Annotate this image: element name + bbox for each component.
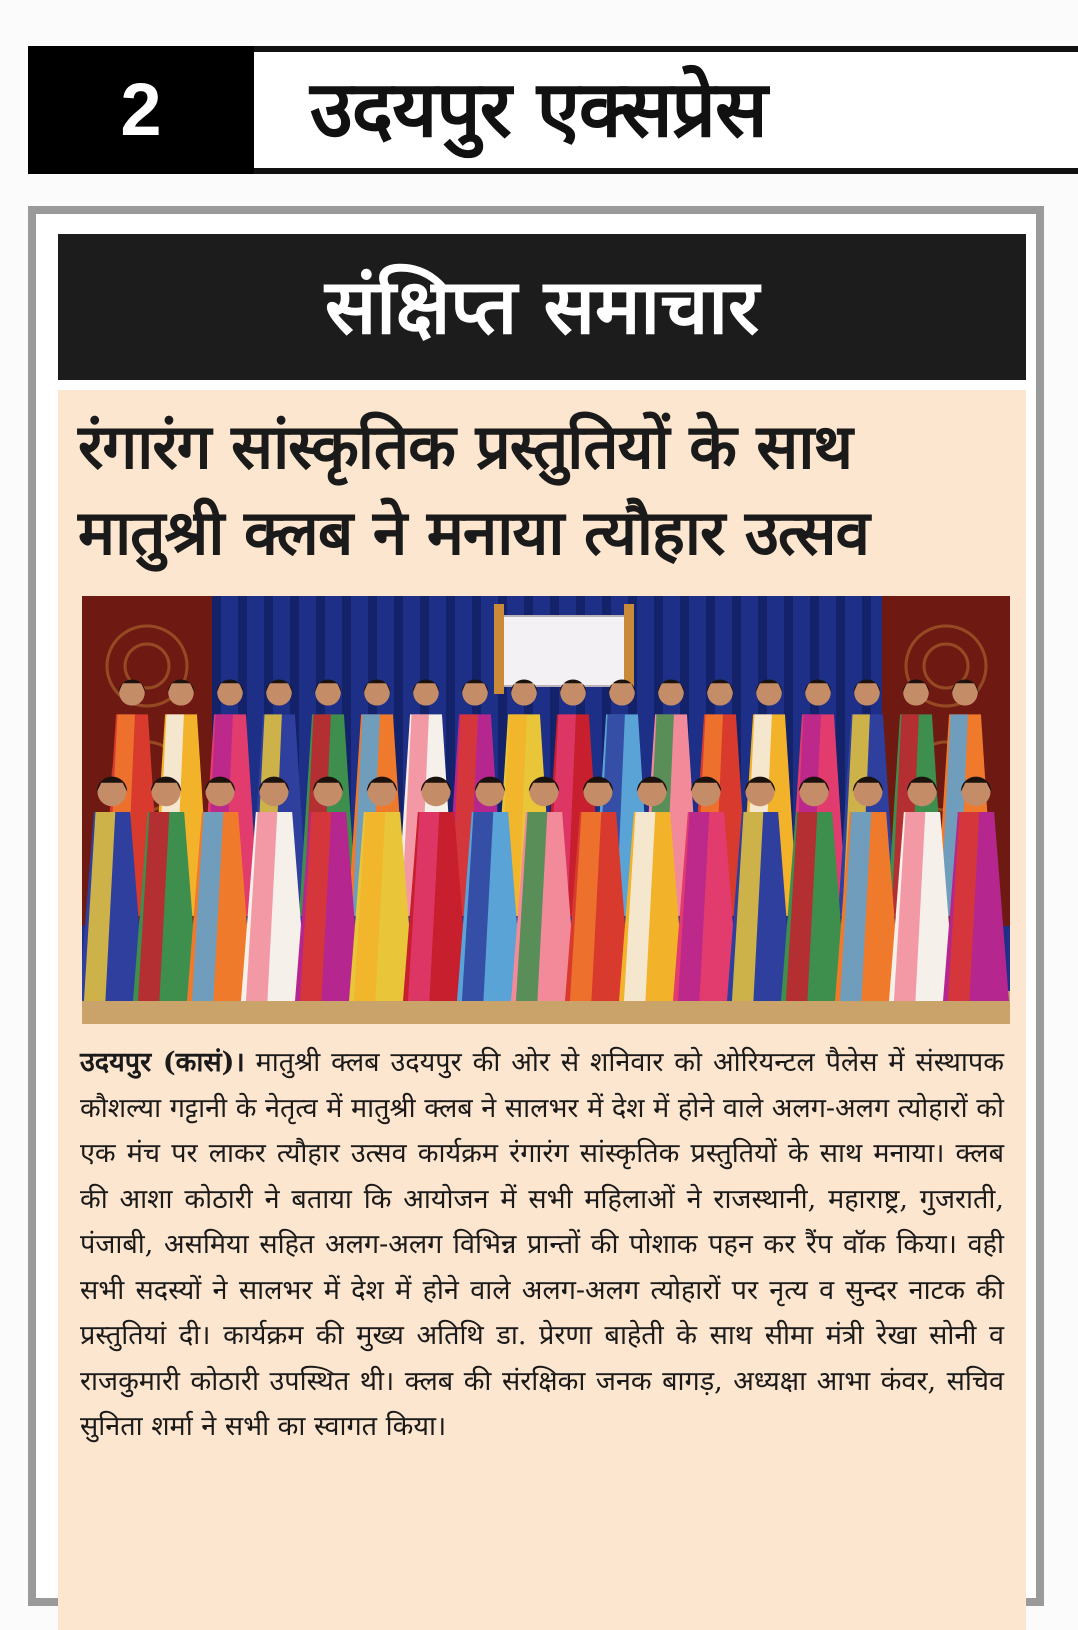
- newspaper-name: उदयपुर एक्सप्रेस: [310, 65, 767, 155]
- masthead: [28, 46, 1078, 174]
- article: [58, 390, 1026, 1630]
- page-number: 2: [28, 46, 254, 174]
- article-body: [80, 1040, 1004, 1450]
- group-photo: [82, 596, 1010, 1024]
- headline-line-2: मातुश्री क्लब ने मनाया त्यौहार उत्सव: [78, 496, 869, 569]
- section-title: संक्षिप्त समाचार: [58, 234, 1026, 380]
- article-dateline: उदयपुर (कासं)।: [80, 1047, 245, 1078]
- news-frame: [28, 206, 1044, 1606]
- headline-line-1: रंगारंग सांस्कृतिक प्रस्तुतियों के साथ: [78, 410, 853, 483]
- article-text: मातुश्री क्लब उदयपुर की ओर से शनिवार को ओरियन्टल पैलेस में संस्थापक कौशल्या गट्टानी के नेतृत्व में मातुश्री क्लब ने सालभर में देश में होने वाले अलग-अलग त्योहारों को एक मंच पर लाकर त्यौहार उत्सव कार्यक्रम रंगारंग सांस्कृतिक प्रस्तुतियों के साथ मनाया। क्लब की आशा कोठारी ने बताया कि आयोजन में सभी महिलाओं ने राजस्थानी, महाराष्ट्र, गुजराती, पंजाबी, असमिया सहित अलग-अलग विभिन्न प्रान्तों की पोशाक पहन कर रैंप वॉक किया। वही सभी सदस्यों ने सालभर में देश में होने वाले अलग-अलग त्योहारों पर नृत्य व सुन्दर नाटक की प्रस्तुतियां दी। कार्यक्रम की मुख्य अतिथि डा. प्रेरणा बाहेती के साथ सीमा मंत्री रेखा सोनी व राजकुमारी कोठारी उपस्थित थी। क्लब की संरक्षिका जनक बागड़, अध्यक्षा आभा कंवर, सचिव सुनिता शर्मा ने सभी का स्वागत किया।: [80, 1047, 1004, 1442]
- article-headline: [78, 404, 1008, 576]
- group-photo-illustration: [82, 596, 1010, 1024]
